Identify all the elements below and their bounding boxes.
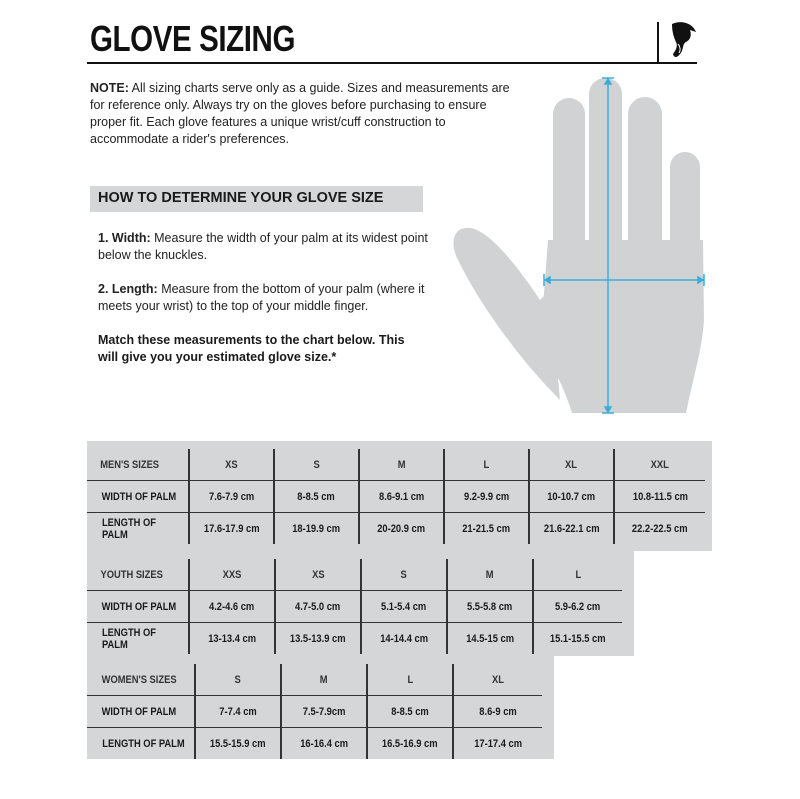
note-label: NOTE: [90,81,129,95]
table-row [87,696,542,728]
table-row [87,591,622,623]
table-cell: 8.6-9.1 cm [359,481,444,513]
table-cell: 4.7-5.0 cm [275,591,361,623]
row-label: WIDTH OF PALM [87,696,195,728]
hand-silhouette-icon [454,78,704,413]
table-cell: 5.1-5.4 cm [361,591,447,623]
table-cell: 22.2-22.5 cm [614,513,705,545]
row-label: WIDTH OF PALM [87,591,189,623]
size-header: XS [275,559,361,591]
match-instructions: Match these measurements to the chart below. This will give you your estimated glove size.* [98,333,405,364]
table-cell: 7-7.4 cm [195,696,281,728]
table-cell: 16.5-16.9 cm [367,728,453,760]
mens-size-table [87,441,712,551]
table-cell: 7.6-7.9 cm [189,481,274,513]
table-row [87,481,705,513]
table-cell: 8-8.5 cm [274,481,359,513]
row-label: LENGTH OF PALM [87,728,195,760]
size-header: M [447,559,533,591]
title-underline [87,62,697,64]
table-cell: 13-13.4 cm [189,623,275,655]
size-header: S [195,664,281,696]
table-row [87,513,705,545]
size-header: M [281,664,367,696]
step-length [98,281,428,315]
youth-size-table [87,551,634,656]
size-header: L [444,449,529,481]
sizing-note [90,80,510,148]
size-header: S [274,449,359,481]
table-cell: 8-8.5 cm [367,696,453,728]
table-cell: 5.9-6.2 cm [533,591,622,623]
table-header-row [87,449,705,481]
size-header: L [533,559,622,591]
step-width-label: 1. Width: [98,231,151,245]
table-title: WOMEN'S SIZES [101,673,177,686]
table-cell: 8.6-9 cm [453,696,542,728]
table-row [87,728,542,760]
step-width-text: Measure the width of your palm at its widest point below the knuckles. [98,231,428,262]
table-cell: 13.5-13.9 cm [275,623,361,655]
size-header: M [359,449,444,481]
table-cell: 14-14.4 cm [361,623,447,655]
table-cell: 16-16.4 cm [281,728,367,760]
table-cell: 18-19.9 cm [274,513,359,545]
step-length-text: Measure from the bottom of your palm (where it meets your wrist) to the top of your middle finger. [98,282,425,313]
step-width [98,230,428,264]
size-header: XL [529,449,614,481]
size-header: XS [189,449,274,481]
table-cell: 17.6-17.9 cm [189,513,274,545]
row-label: WIDTH OF PALM [87,481,189,513]
howto-heading: HOW TO DETERMINE YOUR GLOVE SIZE [98,190,384,206]
row-label: LENGTH OF PALM [87,513,189,545]
helmet-logo-icon [668,20,698,60]
table-cell: 15.5-15.9 cm [195,728,281,760]
hand-measurement-diagram [450,70,720,420]
table-cell: 10.8-11.5 cm [614,481,705,513]
table-cell: 15.1-15.5 cm [533,623,622,655]
size-header: XL [453,664,542,696]
howto-heading-bar [90,186,423,212]
table-cell: 9.2-9.9 cm [444,481,529,513]
size-header: L [367,664,453,696]
table-cell: 10-10.7 cm [529,481,614,513]
size-header: S [361,559,447,591]
step-length-label: 2. Length: [98,282,158,296]
table-cell: 21-21.5 cm [444,513,529,545]
womens-size-table [87,656,554,759]
table-cell: 4.2-4.6 cm [189,591,275,623]
row-label: LENGTH OF PALM [87,623,189,655]
table-cell: 17-17.4 cm [453,728,542,760]
table-cell: 7.5-7.9cm [281,696,367,728]
size-header: XXS [189,559,275,591]
table-cell: 5.5-5.8 cm [447,591,533,623]
table-title: YOUTH SIZES [100,568,163,581]
table-cell: 14.5-15 cm [447,623,533,655]
table-cell: 20-20.9 cm [359,513,444,545]
page-title: GLOVE SIZING [90,18,296,59]
table-header-row [87,664,542,696]
logo-divider [657,22,659,62]
table-header-row [87,559,622,591]
table-cell: 21.6-22.1 cm [529,513,614,545]
table-title: MEN'S SIZES [100,458,160,471]
size-header: XXL [614,449,705,481]
howto-steps [98,230,428,383]
table-row [87,623,622,655]
note-text: All sizing charts serve only as a guide. Sizes and measurements are for reference only. Always try on the gloves before purchasing to ensure proper fit. Each glove features a unique wrist/cuff construction to accommodate a rider's preferences. [90,81,510,146]
